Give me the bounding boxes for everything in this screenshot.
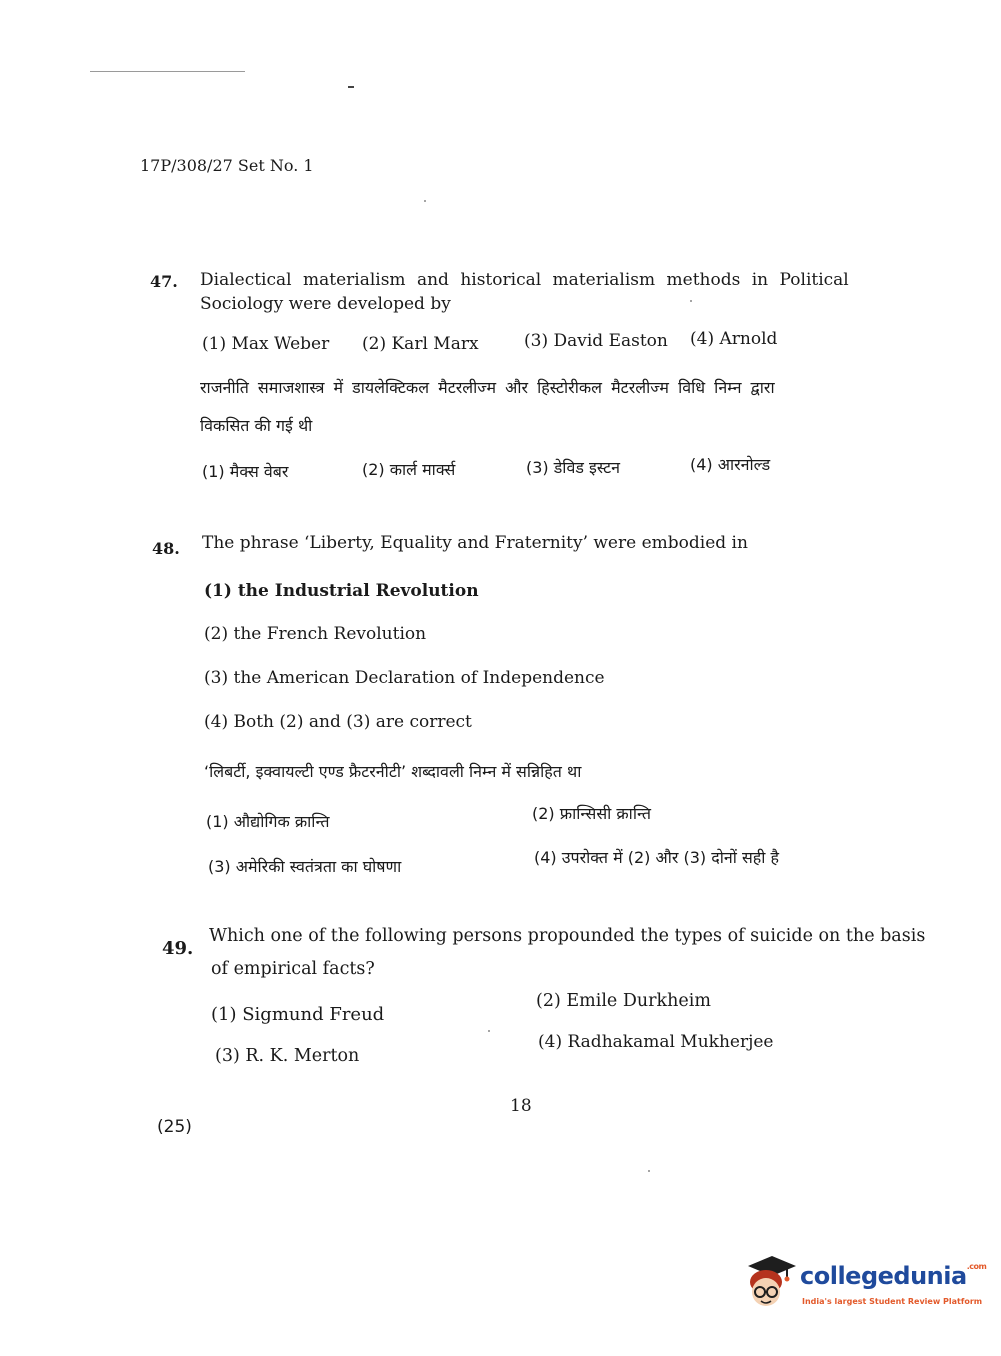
question-text-en-line1: Which one of the following persons propounded the types of suicide on the basis — [209, 926, 926, 946]
mascot-icon — [742, 1252, 798, 1314]
logo-wordmark — [800, 1262, 986, 1290]
option-hi-3: (3) अमेरिकी स्वतंत्रता का घोषणा — [208, 857, 402, 876]
scan-mark — [348, 86, 354, 88]
option-hi-4: (4) आरनोल्ड — [690, 455, 771, 474]
logo-suffix: .com — [966, 1262, 987, 1271]
option-en-3: (3) R. K. Merton — [215, 1046, 360, 1066]
question-text-hi-line2: विकसित की गई थी — [200, 416, 313, 435]
option-hi-1: (1) औद्योगिक क्रान्ति — [206, 812, 330, 831]
option-en-1: (1) Sigmund Freud — [211, 1004, 385, 1025]
option-en-4: (4) Both (2) and (3) are correct — [204, 712, 472, 732]
option-hi-3: (3) डेविड इस्टन — [526, 458, 621, 477]
question-text-en-line2: of empirical facts? — [211, 959, 375, 979]
option-en-1: (1) the Industrial Revolution — [204, 581, 479, 601]
question-text-hi-line1: ‘लिबर्टी, इक्वायल्टी एण्ड फ्रैटरनीटी’ शब्दावली निम्न में सन्निहित था — [204, 762, 582, 781]
option-hi-1: (1) मैक्स वेबर — [202, 462, 289, 481]
question-text-en-line2: Sociology were developed by — [200, 294, 451, 314]
option-hi-2: (2) फ्रान्सिसी क्रान्ति — [532, 804, 652, 823]
page-code: (25) — [157, 1117, 192, 1137]
question-text-en-line1: Dialectical materialism and historical materialism methods in Political — [200, 270, 849, 290]
option-en-4: (4) Radhakamal Mukherjee — [538, 1032, 774, 1052]
scan-dot — [648, 1170, 650, 1172]
option-hi-4: (4) उपरोक्त में (2) और (3) दोनों सही है — [534, 848, 780, 867]
scan-dot — [690, 300, 692, 302]
top-rule-line — [90, 71, 245, 72]
logo-name: collegedunia — [800, 1262, 967, 1290]
option-en-3: (3) David Easton — [524, 331, 668, 351]
collegedunia-logo[interactable] — [742, 1252, 987, 1322]
option-en-4: (4) Arnold — [690, 329, 778, 349]
option-hi-2: (2) कार्ल मार्क्स — [362, 460, 456, 479]
page-number: 18 — [510, 1096, 532, 1116]
logo-tagline: India's largest Student Review Platform — [802, 1297, 983, 1306]
option-en-3: (3) the American Declaration of Independence — [204, 668, 605, 688]
option-en-1: (1) Max Weber — [202, 334, 330, 354]
scan-dot — [488, 1030, 490, 1032]
option-en-2: (2) Emile Durkheim — [536, 991, 711, 1011]
question-text-en-line1: The phrase ‘Liberty, Equality and Fraternity’ were embodied in — [202, 533, 748, 553]
question-number: 48. — [152, 539, 180, 558]
option-en-2: (2) Karl Marx — [362, 334, 479, 354]
set-code-header: 17P/308/27 Set No. 1 — [140, 156, 314, 175]
question-number: 47. — [150, 272, 178, 291]
scan-dot — [424, 200, 426, 202]
question-text-hi-line1: राजनीति समाजशास्त्र में डायलेक्टिकल मैटरलीज्म और हिस्टोरीकल मैटरलीज्म विधि निम्न द्वारा — [200, 378, 775, 397]
option-en-2: (2) the French Revolution — [204, 624, 427, 644]
question-number: 49. — [162, 938, 194, 959]
